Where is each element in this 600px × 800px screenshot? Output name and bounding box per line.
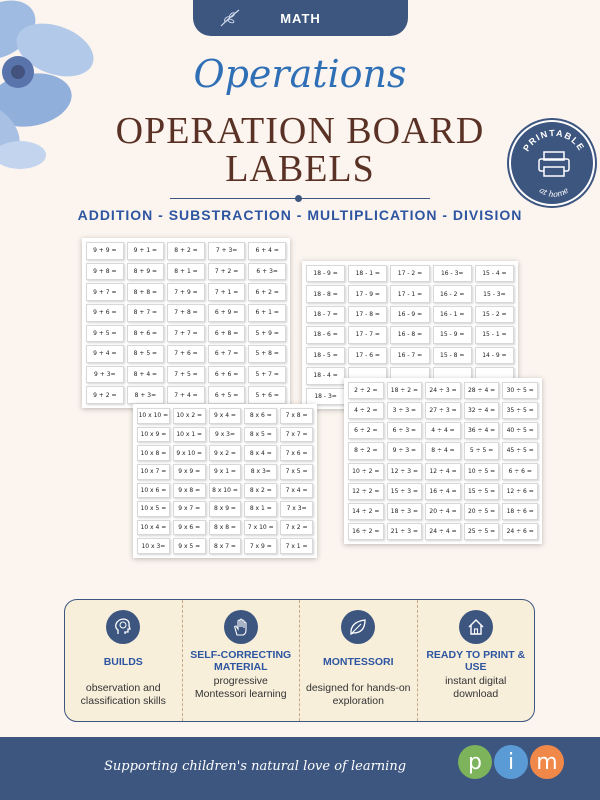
sprig-icon <box>219 8 241 28</box>
label-card: 18 ÷ 3 = <box>387 503 423 520</box>
label-card: 17 - 6 = <box>348 347 387 364</box>
title-divider <box>170 198 430 199</box>
label-card: 12 ÷ 6 = <box>502 483 538 500</box>
label-card: 6 + 2 = <box>248 283 286 301</box>
label-card: 9 + 8 = <box>86 263 124 281</box>
feature-desc: instant digital download <box>445 675 507 700</box>
label-card: 4 ÷ 2 = <box>348 402 384 419</box>
label-card: 18 - 8 = <box>306 285 345 302</box>
label-card: 8 x 6 = <box>244 408 277 424</box>
label-card: 7 + 7 = <box>167 325 205 343</box>
label-card: 8 + 5 = <box>127 345 165 363</box>
label-card: 8 x 5 = <box>244 427 277 443</box>
label-card: 9 + 6 = <box>86 304 124 322</box>
feature-builds <box>65 600 182 721</box>
label-card: 12 ÷ 4 = <box>425 463 461 480</box>
label-card: 17 - 9 = <box>348 285 387 302</box>
label-card: 8 x 4 = <box>244 445 277 461</box>
leaf-icon <box>341 610 375 644</box>
label-card: 8 + 9 = <box>127 263 165 281</box>
label-card: 40 ÷ 5 = <box>502 422 538 439</box>
label-card: 27 ÷ 3 = <box>425 402 461 419</box>
label-card: 25 ÷ 5 = <box>464 523 500 540</box>
category-label: MATH <box>280 10 321 26</box>
label-card: 18 ÷ 6 = <box>502 503 538 520</box>
label-card: 7 + 4 = <box>167 386 205 404</box>
label-card: 17 - 8 = <box>348 306 387 323</box>
label-card: 7 x 1 = <box>280 538 313 554</box>
label-card: 9 x 10 = <box>173 445 206 461</box>
label-card: 9 x 5 = <box>173 538 206 554</box>
label-card: 7 + 2 = <box>208 263 246 281</box>
label-card: 8 x 1 = <box>244 501 277 517</box>
label-card: 9 x 1 = <box>209 464 242 480</box>
label-card: 7 x 2 = <box>280 520 313 536</box>
label-card: 5 + 7 = <box>248 366 286 384</box>
label-card: 5 + 6 = <box>248 386 286 404</box>
label-card: 9 x 6 = <box>173 520 206 536</box>
label-card: 8 x 7 = <box>209 538 242 554</box>
label-card: 12 ÷ 2 = <box>348 483 384 500</box>
label-card: 10 x 9 = <box>137 427 170 443</box>
operations-subtitle: ADDITION - SUBSTRACTION - MULTIPLICATION - DIVISION <box>77 207 523 223</box>
label-card: 18 - 9 = <box>306 265 345 282</box>
label-card: 6 ÷ 2 = <box>348 422 384 439</box>
label-card: 15 ÷ 3 = <box>387 483 423 500</box>
label-card: 8 + 6 = <box>127 325 165 343</box>
label-card: 20 ÷ 4 = <box>425 503 461 520</box>
label-card: 10 x 10 = <box>137 408 170 424</box>
label-card: 8 + 3= <box>127 386 165 404</box>
printer-icon <box>511 122 597 208</box>
label-card: 6 + 9 = <box>208 304 246 322</box>
label-card: 16 - 2 = <box>433 285 472 302</box>
label-card: 8 + 8 = <box>127 283 165 301</box>
label-card: 8 + 7 = <box>127 304 165 322</box>
label-card: 15 ÷ 5 = <box>464 483 500 500</box>
label-card: 8 ÷ 2 = <box>348 442 384 459</box>
label-card: 17 - 2 = <box>390 265 429 282</box>
label-card: 9 + 1 = <box>127 242 165 260</box>
label-card: 20 ÷ 5 = <box>464 503 500 520</box>
badge-line-1: PRINTABLE <box>521 127 587 154</box>
label-card: 7 + 3= <box>208 242 246 260</box>
multiplication-sheet <box>133 404 317 558</box>
label-card: 9 x 2 = <box>209 445 242 461</box>
label-card: 8 x 3= <box>244 464 277 480</box>
label-card: 10 x 5 = <box>137 501 170 517</box>
label-card: 15 - 4 = <box>475 265 514 282</box>
label-card: 5 ÷ 5 = <box>464 442 500 459</box>
logo-letter-i: i <box>494 745 528 779</box>
feature-title: MONTESSORI <box>322 656 394 668</box>
label-card: 10 x 7 = <box>137 464 170 480</box>
label-card: 7 + 5 = <box>167 366 205 384</box>
label-card: 16 - 1 = <box>433 306 472 323</box>
label-card: 16 ÷ 2 = <box>348 523 384 540</box>
label-card: 10 x 1 = <box>173 427 206 443</box>
label-card: 6 + 1 = <box>248 304 286 322</box>
label-card: 16 - 3= <box>433 265 472 282</box>
label-card: 3 ÷ 3 = <box>387 402 423 419</box>
label-card: 17 - 1 = <box>390 285 429 302</box>
brain-head-icon <box>106 610 140 644</box>
label-card: 16 - 7 = <box>390 347 429 364</box>
label-card: 8 x 8 = <box>209 520 242 536</box>
label-card: 9 + 2 = <box>86 386 124 404</box>
label-card: 8 x 9 = <box>209 501 242 517</box>
footer-bar <box>0 737 600 800</box>
label-card: 7 + 6 = <box>167 345 205 363</box>
label-card: 7 x 7 = <box>280 427 313 443</box>
label-card: 5 + 8 = <box>248 345 286 363</box>
label-card: 7 x 4 = <box>280 483 313 499</box>
svg-text:PRINTABLE <box>521 128 587 153</box>
label-card: 24 ÷ 3 = <box>425 382 461 399</box>
label-card: 9 ÷ 3 = <box>387 442 423 459</box>
label-card: 9 + 3= <box>86 366 124 384</box>
label-card: 5 + 9 = <box>248 325 286 343</box>
label-card: 35 ÷ 5 = <box>502 402 538 419</box>
feature-ready-to-print <box>417 600 535 721</box>
feature-desc: progressive Montessori learning <box>194 675 287 700</box>
label-card: 15 - 9 = <box>433 326 472 343</box>
label-card: 6 + 6 = <box>208 366 246 384</box>
label-card: 8 x 2 = <box>244 483 277 499</box>
division-sheet <box>344 378 542 544</box>
label-card: 9 + 5 = <box>86 325 124 343</box>
label-card: 6 + 3= <box>248 263 286 281</box>
label-card: 18 - 7 = <box>306 306 345 323</box>
tagline: Supporting children's natural love of learning <box>103 759 407 774</box>
label-card: 16 - 9 = <box>390 306 429 323</box>
label-card: 16 ÷ 4 = <box>425 483 461 500</box>
label-card: 16 - 8 = <box>390 326 429 343</box>
label-card: 9 + 4 = <box>86 345 124 363</box>
label-card: 6 ÷ 6 = <box>502 463 538 480</box>
printable-badge <box>509 120 595 206</box>
label-card: 7 + 8 = <box>167 304 205 322</box>
label-card: 10 x 4 = <box>137 520 170 536</box>
label-card: 10 ÷ 5 = <box>464 463 500 480</box>
label-card: 9 x 7 = <box>173 501 206 517</box>
svg-text:at home <box>538 186 571 200</box>
label-card: 9 x 8 = <box>173 483 206 499</box>
feature-title: BUILDS <box>103 656 143 668</box>
label-card: 18 - 1 = <box>348 265 387 282</box>
house-icon <box>459 610 493 644</box>
label-card: 14 - 9 = <box>475 347 514 364</box>
feature-desc: designed for hands-on exploration <box>306 682 411 707</box>
feature-montessori <box>299 600 417 721</box>
addition-sheet <box>82 238 290 408</box>
label-card: 9 x 4 = <box>209 408 242 424</box>
label-card: 18 - 4 = <box>306 367 345 384</box>
features-panel <box>64 599 535 722</box>
label-card: 6 + 4 = <box>248 242 286 260</box>
label-card: 18 - 6 = <box>306 326 345 343</box>
label-card: 24 ÷ 4 = <box>425 523 461 540</box>
label-card: 12 ÷ 3 = <box>387 463 423 480</box>
label-card: 7 + 9 = <box>167 283 205 301</box>
feature-title: SELF-CORRECTING MATERIAL <box>190 649 292 673</box>
label-card: 17 - 7 = <box>348 326 387 343</box>
label-card: 9 x 9 = <box>173 464 206 480</box>
label-card: 7 x 3= <box>280 501 313 517</box>
feature-title: READY TO PRINT & USE <box>426 649 526 673</box>
label-card: 28 ÷ 4 = <box>464 382 500 399</box>
feature-self-correcting <box>182 600 300 721</box>
label-card: 32 ÷ 4 = <box>464 402 500 419</box>
label-card: 10 x 3= <box>137 538 170 554</box>
label-card: 15 - 1 = <box>475 326 514 343</box>
label-card: 6 + 8 = <box>208 325 246 343</box>
label-card: 6 + 7 = <box>208 345 246 363</box>
hand-icon <box>224 610 258 644</box>
label-card: 10 x 8 = <box>137 445 170 461</box>
script-title: Operations <box>193 52 407 96</box>
label-card: 30 ÷ 5 = <box>502 382 538 399</box>
label-card: 7 x 10 = <box>244 520 277 536</box>
label-card: 8 + 4 = <box>127 366 165 384</box>
label-card: 10 x 2 = <box>173 408 206 424</box>
label-card: 15 - 3= <box>475 285 514 302</box>
logo-letter-m: m <box>530 745 564 779</box>
label-card: 45 ÷ 5 = <box>502 442 538 459</box>
label-card: 7 x 9 = <box>244 538 277 554</box>
label-card: 7 x 8 = <box>280 408 313 424</box>
label-card: 9 x 3= <box>209 427 242 443</box>
title-line-2: LABELS <box>225 148 375 190</box>
label-card: 10 x 6 = <box>137 483 170 499</box>
label-card: 7 x 6 = <box>280 445 313 461</box>
label-card: 8 ÷ 4 = <box>425 442 461 459</box>
label-card: 14 ÷ 2 = <box>348 503 384 520</box>
category-tab <box>193 0 408 36</box>
label-card: 4 ÷ 4 = <box>425 422 461 439</box>
logo-letter-p: p <box>458 745 492 779</box>
label-card: 18 ÷ 2 = <box>387 382 423 399</box>
label-card: 9 + 9 = <box>86 242 124 260</box>
label-card: 2 ÷ 2 = <box>348 382 384 399</box>
label-card: 15 - 2 = <box>475 306 514 323</box>
title-line-1: OPERATION BOARD <box>115 110 485 152</box>
label-card: 10 ÷ 2 = <box>348 463 384 480</box>
label-card: 18 - 3= <box>306 388 345 405</box>
label-card: 8 + 2 = <box>167 242 205 260</box>
feature-desc: observation and classification skills <box>80 682 166 707</box>
label-card: 24 ÷ 6 = <box>502 523 538 540</box>
label-card: 18 - 5 = <box>306 347 345 364</box>
label-card: 6 ÷ 3 = <box>387 422 423 439</box>
label-card: 9 + 7 = <box>86 283 124 301</box>
label-card: 6 + 5 = <box>208 386 246 404</box>
label-card: 8 + 1 = <box>167 263 205 281</box>
label-card: 21 ÷ 3 = <box>387 523 423 540</box>
label-card: 7 x 5 = <box>280 464 313 480</box>
badge-line-2: at home <box>537 185 571 200</box>
label-card: 36 ÷ 4 = <box>464 422 500 439</box>
label-card: 7 + 1 = <box>208 283 246 301</box>
label-card: 8 x 10 = <box>209 483 242 499</box>
label-card: 15 - 8 = <box>433 347 472 364</box>
